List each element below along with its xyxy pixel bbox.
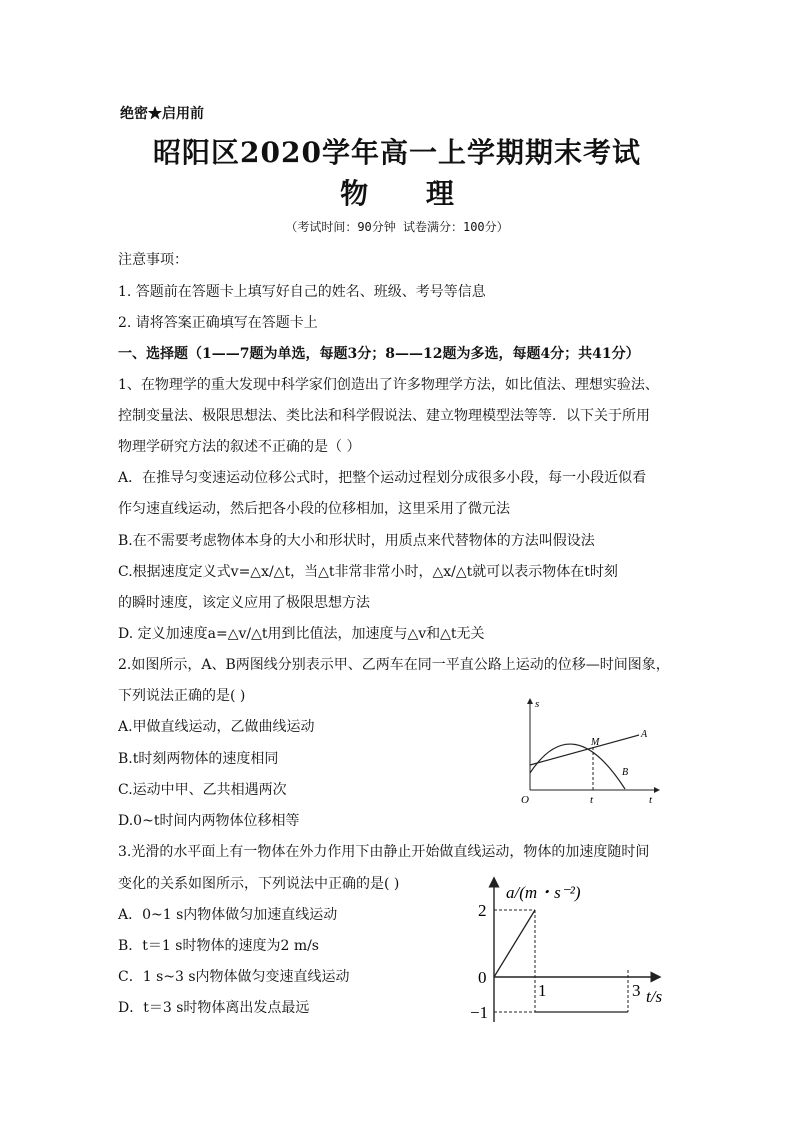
q2-curve-b	[530, 744, 625, 789]
notes-heading: 注意事项：	[118, 252, 188, 268]
q3-option-b: B．t＝1 s时物体的速度为2 m/s	[118, 938, 319, 954]
q1-option-a: 作匀速直线运动，然后把各小段的位移相加，这里采用了微元法	[118, 501, 510, 517]
note-item: 1. 答题前在答题卡上填写好自己的姓名、班级、考号等信息	[118, 284, 486, 300]
q1-stem-line: 控制变量法、极限思想法、类比法和科学假说法、建立物理模型法等等．以下关于所用	[118, 408, 650, 424]
q2-origin-label: O	[521, 794, 529, 806]
q1-stem-line: 1、在物理学的重大发现中科学家们创造出了许多物理学方法，如比值法、理想实验法、	[118, 377, 659, 393]
q1-option-b: B.在不需要考虑物体本身的大小和形状时，用质点来代替物体的方法叫假设法	[118, 533, 595, 549]
q2-st-graph	[515, 693, 665, 808]
q3-y-neg-label: −1	[470, 1003, 489, 1022]
q2-curve-b-label: B	[622, 767, 629, 778]
q1-option-c: C.根据速度定义式v=△x/△t，当△t非常非常小时，△x/△t就可以表示物体在t时刻	[118, 564, 618, 580]
q3-at-graph	[460, 872, 682, 1032]
note-item: 2. 请将答案正确填写在答题卡上	[118, 315, 318, 331]
q2-stem-line: 2.如图所示，A、B两图线分别表示甲、乙两车在同一平直公路上运动的位移—时间图象，	[118, 657, 670, 673]
q3-option-c: C．1 s~3 s内物体做匀变速直线运动	[118, 969, 350, 985]
q3-stem-line: 3.光滑的水平面上有一物体在外力作用下由静止开始做直线运动，物体的加速度随时间	[118, 844, 650, 860]
q2-x-label: t	[649, 794, 653, 806]
q3-y-label: a/(m・s⁻²)	[506, 883, 581, 902]
q1-stem-line: 物理学研究方法的叙述不正确的是（ ）	[118, 439, 361, 455]
q2-option-d: D.0~t时间内两物体位移相等	[118, 813, 300, 829]
q3-option-a: A．0~1 s内物体做匀加速直线运动	[118, 907, 338, 923]
q2-stem-line: 下列说法正确的是( )	[118, 688, 246, 704]
q2-option-b: B.t时刻两物体的速度相同	[118, 751, 279, 767]
q2-line-a-label: A	[641, 729, 648, 740]
q1-option-a: A．在推导匀变速运动位移公式时，把整个运动过程划分成很多小段，每一小段近似看	[118, 470, 647, 486]
q3-stem-line: 变化的关系如图所示，下列说法中正确的是( )	[118, 876, 400, 892]
q2-tick-label: t	[590, 794, 594, 806]
q3-ramp-segment	[494, 910, 535, 977]
exam-title: 昭阳区2020学年高一上学期期末考试	[153, 136, 641, 169]
q3-option-d: D．t＝3 s时物体离出发点最远	[118, 1000, 310, 1016]
q1-option-c: 的瞬时速度，该定义应用了极限思想方法	[118, 595, 370, 611]
q3-x3-label: 3	[632, 981, 641, 1000]
exam-subject: 物 理	[340, 177, 478, 210]
section-heading: 一、选择题（1——7题为单选，每题3分；8——12题为多选，每题4分；共41分）	[118, 346, 640, 362]
secret-label: 绝密★启用前	[120, 106, 204, 122]
q3-origin-label: 0	[478, 968, 487, 987]
q2-option-a: A.甲做直线运动，乙做曲线运动	[118, 719, 315, 735]
q3-y-pos-label: 2	[478, 901, 487, 920]
q2-line-a	[530, 735, 639, 765]
exam-time-info: （考试时间：90分钟 试卷满分：100分）	[285, 220, 509, 234]
q2-option-c: C.运动中甲、乙共相遇两次	[118, 782, 287, 798]
q2-point-m-label: M	[591, 737, 600, 748]
q2-y-label: s	[535, 698, 540, 710]
q3-x1-label: 1	[538, 981, 547, 1000]
q3-x-label: t/s	[646, 987, 663, 1006]
q1-option-d: D. 定义加速度a=△v/△t用到比值法，加速度与△v和△t无关	[118, 626, 485, 642]
